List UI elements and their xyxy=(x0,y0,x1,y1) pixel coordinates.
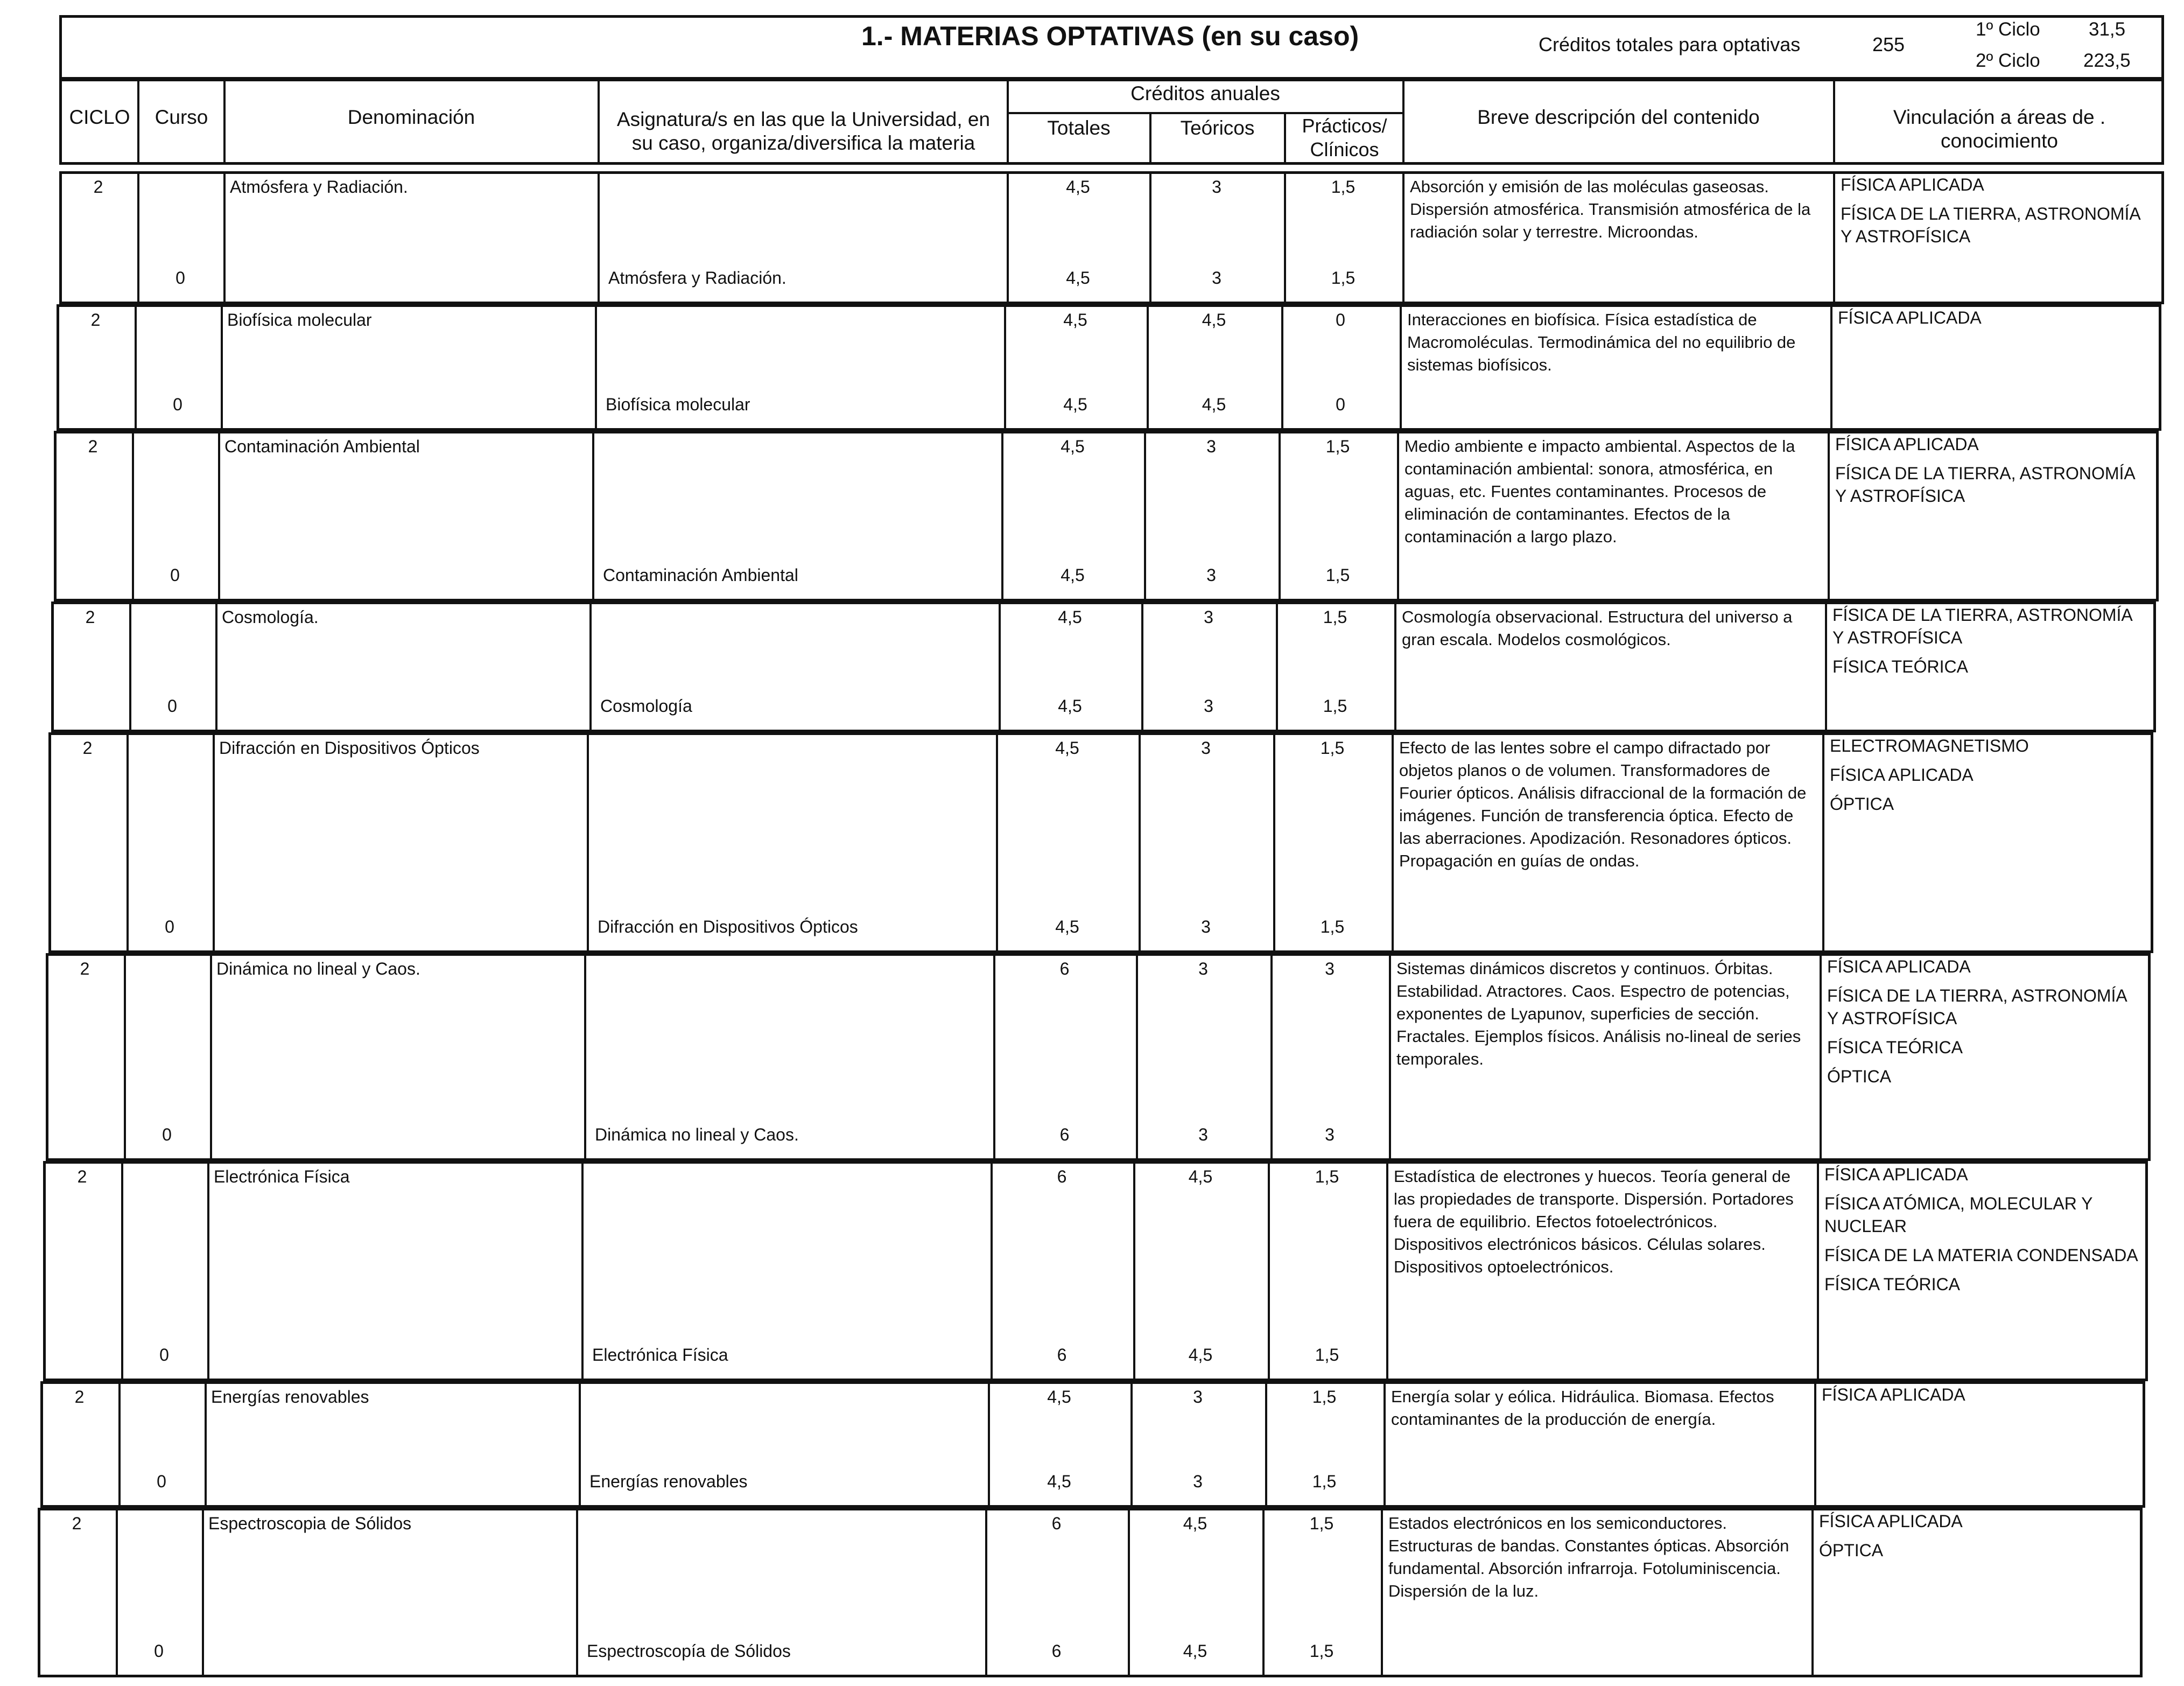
sub-practicos-cell: 0 xyxy=(1336,395,1345,414)
teoricos-cell: 3 xyxy=(1198,959,1208,978)
practicos-cell: 0 xyxy=(1336,310,1345,330)
area-item: ÓPTICA xyxy=(1830,794,1894,814)
column-divider xyxy=(1400,304,1402,431)
descripcion-cell: Efecto de las lentes sobre el campo difractado por objetos planos o de volumen. Transformadores de Fourier ópticos. Análisis difraccional de la formación de imágenes. Función de transferencia óptica. Efecto de las aberraciones. Apodización. Resonadores ópticos. Propagación en guías de ondas. xyxy=(1399,738,1807,870)
column-divider xyxy=(1384,1381,1386,1508)
totales-cell: 4,5 xyxy=(1061,437,1085,456)
column-divider xyxy=(1825,601,1827,732)
area-item: FÍSICA APLICADA xyxy=(1822,1385,1965,1404)
column-divider xyxy=(218,431,220,601)
area-item: FÍSICA TEÓRICA xyxy=(1832,657,1968,676)
column-divider xyxy=(584,953,586,1161)
sub-teoricos-cell: 3 xyxy=(1198,1125,1208,1144)
column-divider xyxy=(1402,171,1404,304)
teoricos-cell: 4,5 xyxy=(1188,1167,1213,1186)
column-divider xyxy=(1381,1508,1383,1677)
col-curso: Curso xyxy=(155,106,208,128)
column-divider xyxy=(1828,431,1830,601)
column-divider xyxy=(595,304,597,431)
column-divider xyxy=(1394,601,1396,732)
column-divider xyxy=(215,601,217,732)
ciclo-cell: 2 xyxy=(90,310,101,330)
teoricos-cell: 3 xyxy=(1201,738,1211,758)
sub-practicos-cell: 3 xyxy=(1325,1125,1335,1144)
sub-practicos-cell: 1,5 xyxy=(1315,1345,1339,1365)
practicos-cell: 1,5 xyxy=(1331,177,1356,197)
descripcion-cell: Medio ambiente e impacto ambiental. Aspectos de la contaminación ambiental: sonora, atmosférica, en aguas, etc. Fuentes contaminantes. Procesos de eliminación de contaminantes. Efectos de la contaminación a largo plazo. xyxy=(1404,437,1795,546)
descripcion-cell: Absorción y emisión de las moléculas gaseosas. Dispersión atmosférica. Transmisión atmosférica de la radiación solar y terrestre. Microondas. xyxy=(1410,177,1811,241)
column-divider xyxy=(1389,953,1391,1161)
vinculacion-cell xyxy=(1832,604,2147,684)
practicos-cell: 3 xyxy=(1325,959,1335,978)
area-item: FÍSICA DE LA TIERRA, ASTRONOMÍA Y ASTROFÍSICA xyxy=(1835,464,2134,506)
ciclo1-label: 1º Ciclo xyxy=(1976,19,2040,40)
curso-cell: 0 xyxy=(157,1472,166,1491)
denominacion-cell: Electrónica Física xyxy=(214,1167,350,1186)
column-divider xyxy=(1817,1161,1819,1381)
sub-totales-cell: 4,5 xyxy=(1061,565,1085,585)
column-divider xyxy=(576,1508,578,1677)
area-item: FÍSICA APLICADA xyxy=(1824,1165,1968,1184)
sub-practicos-cell: 1,5 xyxy=(1331,268,1356,288)
column-divider xyxy=(1397,431,1399,601)
asignatura-cell: Energías renovables xyxy=(589,1472,748,1491)
denominacion-cell: Energías renovables xyxy=(211,1387,369,1407)
column-divider xyxy=(592,431,594,601)
area-item: FÍSICA DE LA MATERIA CONDENSADA xyxy=(1824,1246,2138,1265)
denominacion-cell: Cosmología. xyxy=(222,607,319,627)
curso-cell: 0 xyxy=(175,268,185,288)
column-divider xyxy=(205,1381,207,1508)
curso-cell: 0 xyxy=(165,917,174,936)
curso-cell: 0 xyxy=(167,696,177,716)
sub-totales-cell: 6 xyxy=(1059,1125,1070,1144)
ciclo-cell: 2 xyxy=(82,738,93,758)
sub-practicos-cell: 1,5 xyxy=(1323,696,1347,716)
ciclo-cell: 2 xyxy=(72,1514,82,1533)
area-item: FÍSICA ATÓMICA, MOLECULAR Y NUCLEAR xyxy=(1824,1194,2092,1236)
area-item: FÍSICA TEÓRICA xyxy=(1827,1038,1963,1057)
ciclo-cell: 2 xyxy=(77,1167,87,1186)
vinculacion-cell xyxy=(1822,1383,2137,1412)
column-divider xyxy=(581,1161,584,1381)
area-item: FÍSICA TEÓRICA xyxy=(1824,1275,1960,1294)
column-divider xyxy=(589,601,592,732)
descripcion-cell: Sistemas dinámicos discretos y continuos. Órbitas. Estabilidad. Atractores. Caos. Espectro de potencias, exponentes de Lyapunov, superficies de sección. Fractales. Ejemplos físicos. Análisis no-lineal de series temporales. xyxy=(1396,959,1801,1068)
vinculacion-cell xyxy=(1824,1163,2139,1302)
descripcion-cell: Estadística de electrones y huecos. Teoría general de las propiedades de transporte. Dispersión. Portadores fuera de equilibrio. Efectos fotoelectrónicos. Dispositivos electrónicos básicos. Células solares. Dispositivos optoelectrónicos. xyxy=(1394,1167,1794,1276)
ciclo-cell: 2 xyxy=(93,177,103,197)
sub-practicos-cell: 1,5 xyxy=(1312,1472,1337,1491)
asignatura-cell: Electrónica Física xyxy=(592,1345,728,1365)
totales-cell: 4,5 xyxy=(1066,177,1090,197)
area-item: FÍSICA APLICADA xyxy=(1835,435,1979,454)
descripcion-cell: Estados electrónicos en los semiconductores. Estructuras de bandas. Constantes ópticas. Absorción fundamental. Absorción infrarroja. Fotoluminiscencia. Dispersión de la luz. xyxy=(1388,1514,1789,1600)
curso-cell: 0 xyxy=(173,395,182,414)
area-item: ELECTROMAGNETISMO xyxy=(1830,736,2029,755)
col-denominacion: Denominación xyxy=(347,106,475,128)
practicos-cell: 1,5 xyxy=(1309,1514,1334,1533)
curso-cell: 0 xyxy=(162,1125,172,1144)
vinculacion-cell xyxy=(1830,734,2145,822)
totales-cell: 4,5 xyxy=(1055,738,1079,758)
asignatura-cell: Dinámica no lineal y Caos. xyxy=(595,1125,799,1144)
asignatura-cell: Cosmología xyxy=(600,696,692,716)
curso-cell: 0 xyxy=(159,1345,169,1365)
column-divider xyxy=(1392,732,1394,953)
area-item: ÓPTICA xyxy=(1827,1067,1892,1086)
sub-teoricos-cell: 3 xyxy=(1193,1472,1203,1491)
teoricos-cell: 4,5 xyxy=(1183,1514,1207,1533)
column-divider xyxy=(207,1161,209,1381)
col-creditos-anuales: Créditos anuales xyxy=(1130,82,1280,104)
vinculacion-cell xyxy=(1841,173,2155,254)
area-item: ÓPTICA xyxy=(1819,1541,1884,1560)
column-divider xyxy=(598,171,600,304)
ciclo-cell: 2 xyxy=(74,1387,85,1407)
totales-cell: 4,5 xyxy=(1047,1387,1071,1407)
denominacion-cell: Dinámica no lineal y Caos. xyxy=(216,959,420,978)
sub-teoricos-cell: 3 xyxy=(1212,268,1221,288)
area-item: FÍSICA APLICADA xyxy=(1841,175,1984,194)
col-teoricos: Teóricos xyxy=(1180,117,1255,139)
teoricos-cell: 3 xyxy=(1212,177,1221,197)
column-divider xyxy=(579,1381,581,1508)
sub-totales-cell: 4,5 xyxy=(1047,1472,1071,1491)
area-item: FÍSICA DE LA TIERRA, ASTRONOMÍA Y ASTROFÍSICA xyxy=(1832,605,2132,647)
curso-cell: 0 xyxy=(154,1641,164,1661)
practicos-cell: 1,5 xyxy=(1323,607,1347,627)
ciclo2-value: 223,5 xyxy=(2083,50,2131,71)
col-asignatura: Asignatura/s en las que la Universidad, en su caso, organiza/diversifica la materia xyxy=(616,108,991,154)
column-divider xyxy=(223,171,226,304)
sub-practicos-cell: 1,5 xyxy=(1320,917,1345,936)
asignatura-cell: Contaminación Ambiental xyxy=(603,565,798,585)
denominacion-cell: Biofísica molecular xyxy=(227,310,372,330)
sub-totales-cell: 6 xyxy=(1051,1641,1062,1661)
sub-teoricos-cell: 3 xyxy=(1204,696,1213,716)
area-item: FÍSICA APLICADA xyxy=(1838,308,1982,327)
practicos-cell: 1,5 xyxy=(1315,1167,1339,1186)
denominacion-cell: Contaminación Ambiental xyxy=(224,437,420,456)
ciclo2-label: 2º Ciclo xyxy=(1976,50,2040,71)
totales-cell: 6 xyxy=(1051,1514,1062,1533)
column-divider xyxy=(1811,1508,1814,1677)
asignatura-cell: Espectroscopía de Sólidos xyxy=(587,1641,791,1661)
sub-totales-cell: 4,5 xyxy=(1058,696,1082,716)
col-totales: Totales xyxy=(1047,117,1111,139)
descripcion-cell: Interacciones en biofísica. Física estadística de Macromoléculas. Termodinámica del no equilibrio de sistemas biofísicos. xyxy=(1407,310,1796,374)
area-item: FÍSICA DE LA TIERRA, ASTRONOMÍA Y ASTROFÍSICA xyxy=(1841,204,2140,246)
ciclo1-value: 31,5 xyxy=(2089,19,2126,40)
column-divider xyxy=(1814,1381,1816,1508)
column-divider xyxy=(1833,171,1835,304)
column-divider xyxy=(1386,1161,1388,1381)
totales-cell: 4,5 xyxy=(1058,607,1082,627)
page-title: 1.- MATERIAS OPTATIVAS (en su caso) xyxy=(861,21,1359,51)
totales-cell: 6 xyxy=(1057,1167,1067,1186)
ciclo-cell: 2 xyxy=(80,959,90,978)
ciclo-cell: 2 xyxy=(88,437,98,456)
teoricos-cell: 3 xyxy=(1193,1387,1203,1407)
column-divider xyxy=(221,304,223,431)
column-divider xyxy=(210,953,212,1161)
sub-practicos-cell: 1,5 xyxy=(1325,565,1350,585)
practicos-cell: 1,5 xyxy=(1312,1387,1337,1407)
asignatura-cell: Difracción en Dispositivos Ópticos xyxy=(598,917,858,936)
col-practicos: Prácticos/ Clínicos xyxy=(1302,115,1387,160)
practicos-cell: 1,5 xyxy=(1325,437,1350,456)
asignatura-cell: Atmósfera y Radiación. xyxy=(608,268,786,288)
sub-totales-cell: 6 xyxy=(1057,1345,1067,1365)
practicos-cell: 1,5 xyxy=(1320,738,1345,758)
teoricos-cell: 3 xyxy=(1206,437,1216,456)
ciclo-cell: 2 xyxy=(85,607,95,627)
totales-cell: 4,5 xyxy=(1063,310,1087,330)
sub-totales-cell: 4,5 xyxy=(1066,268,1090,288)
column-divider xyxy=(202,1508,204,1677)
sub-totales-cell: 4,5 xyxy=(1055,917,1079,936)
column-divider xyxy=(1830,304,1832,431)
denominacion-cell: Atmósfera y Radiación. xyxy=(230,177,408,197)
sub-teoricos-cell: 3 xyxy=(1206,565,1216,585)
teoricos-cell: 4,5 xyxy=(1202,310,1226,330)
column-divider xyxy=(213,732,215,953)
asignatura-cell: Biofísica molecular xyxy=(606,395,750,414)
descripcion-cell: Cosmología observacional. Estructura del universo a gran escala. Modelos cosmológicos. xyxy=(1402,607,1793,649)
vinculacion-cell xyxy=(1827,955,2142,1094)
sub-teoricos-cell: 4,5 xyxy=(1188,1345,1213,1365)
curso-cell: 0 xyxy=(170,565,180,585)
sub-teoricos-cell: 3 xyxy=(1201,917,1211,936)
col-ciclo: CICLO xyxy=(69,106,130,128)
column-divider xyxy=(587,732,589,953)
column-divider xyxy=(1820,953,1822,1161)
area-item: FÍSICA APLICADA xyxy=(1827,957,1971,976)
teoricos-cell: 3 xyxy=(1204,607,1213,627)
column-divider xyxy=(1822,732,1824,953)
col-vinculacion: Vinculación a áreas de . conocimiento xyxy=(1893,106,2106,152)
vinculacion-cell xyxy=(1819,1510,2134,1568)
sub-teoricos-cell: 4,5 xyxy=(1183,1641,1207,1661)
denominacion-cell: Espectroscopia de Sólidos xyxy=(208,1514,412,1533)
creditos-total: 255 xyxy=(1872,33,1905,55)
col-descripcion: Breve descripción del contenido xyxy=(1477,106,1760,128)
area-item: FÍSICA APLICADA xyxy=(1819,1512,1963,1531)
sub-practicos-cell: 1,5 xyxy=(1309,1641,1334,1661)
creditos-label: Créditos totales para optativas xyxy=(1539,33,1801,55)
area-item: FÍSICA DE LA TIERRA, ASTRONOMÍA Y ASTROFÍSICA xyxy=(1827,986,2126,1028)
descripcion-cell: Energía solar y eólica. Hidráulica. Biomasa. Efectos contaminantes de la producción de energía. xyxy=(1391,1387,1774,1429)
sub-teoricos-cell: 4,5 xyxy=(1202,395,1226,414)
vinculacion-cell xyxy=(1835,433,2150,514)
area-item: FÍSICA APLICADA xyxy=(1830,765,1974,785)
sub-totales-cell: 4,5 xyxy=(1063,395,1087,414)
vinculacion-cell xyxy=(1838,306,2153,335)
totales-cell: 6 xyxy=(1059,959,1070,978)
denominacion-cell: Difracción en Dispositivos Ópticos xyxy=(219,738,480,758)
